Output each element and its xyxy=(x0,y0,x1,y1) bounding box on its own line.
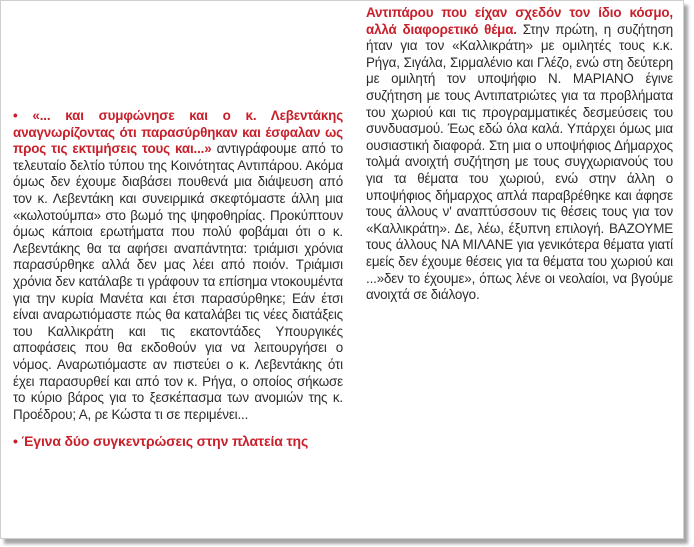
bullet-marker: • xyxy=(13,433,18,450)
gap xyxy=(13,423,343,433)
continued-highlight: Αντιπάρου που είχαν σχεδόν τον ίδιο κόσμο, αλλά διαφορετικό θέμα. xyxy=(366,5,673,37)
left-column xyxy=(13,1,343,450)
right-column xyxy=(366,5,673,304)
top-spacer xyxy=(13,1,343,108)
continued-paragraph xyxy=(366,5,673,304)
continued-body: Στην πρώτη, η συζήτηση ήταν για τον «Καλλικράτη» με ομιλητές τους κ.κ. Ρήγα, Σιγάλα, Σιρμαλένιο και Γλέζο, ενώ στη δεύτερη με ομιλητή τον υποψήφιο Ν. ΜΑΡΙΑΝΟ έγινε συζήτηση με τους Αντιπατριώτες για τα προβλήματα του χωριού και τις προγραμματικές δεσμεύσεις του συνδυασμού. Έως εδώ όλα καλά. Υπάρχει όμως μια ουσιαστική διαφορά. Στη μια ο υποψήφιος Δήμαρχος τολμά ανοιχτή συζήτηση με τους συγχωριανούς του για τα θέματα του χωριού, ενώ στην άλλη ο υποψήφιος δήμαρχος απλά παραβρέθηκε και άφησε τους άλλους ν' αναπτύσσουν τις θέσεις τους για τον «Καλλικράτη». Δε, λέω, έξυπνη επιλογή. ΒΑΖΟΥΜΕ τους άλλους ΝΑ ΜΙΛΑΝΕ για γενικότερα θέματα γιατί εμείς δεν έχουμε θέσεις για τα θέματα του χωριού και ...»δεν το έχουμε», όπως λένε οι νεολαίοι, να βγούμε ανοιχτά σε διάλογο. xyxy=(366,21,673,303)
bullet1-highlight: «... και συμφώνησε και ο κ. Λεβεντάκης αναγνωρίζοντας ότι παρασύρθηκαν και έσφαλαν ως προς τις εκτιμήσεις τους και...» xyxy=(13,108,344,157)
bullet2-highlight: Έγινα δύο συγκεντρώσεις στην πλατεία της xyxy=(21,433,309,450)
bullet-marker: • xyxy=(13,108,18,123)
bullet-paragraph-1 xyxy=(13,108,343,423)
column-divider xyxy=(351,7,352,537)
bullet1-body: αντιγράφουμε από το τελευταίο δελτίο τύπου της Κοινότητας Αντιπάρου. Ακόμα όμως δεν έχουμε διαβάσει πουθενά μια διάψευση από τον κ. Λεβεντάκη και συνειρμικά σκεφτόμαστε άλλη μια «κωλοτούμπα» στο βωμό της ψηφοθηρίας. Προκύπτουν όμως κάποια ερωτήματα που πολύ φοβάμαι ότι ο κ. Λεβεντάκης θα τα αφήσει αναπάντητα: τριάμισι χρόνια παρασύρθηκε αλλά δεν μας λέει από ποιόν. Τριάμισι χρόνια δεν κατάλαβε τι γράφουν τα επίσημα ντοκουμέντα για την κυρία Μανέτα και έτσι παρασύρθηκε; Εάν έτσι είναι αναρωτιόμαστε πώς θα καταλάβει τις νέες διατάξεις του Καλλικράτη και τις εκατοντάδες Υπουργικές αποφάσεις που θα εκδοθούν για να λειτουργήσει ο νόμος. Αναρωτιόμαστε αν πιστεύει ο κ. Λεβεντάκης ότι έχει παρασυρθεί και από τον κ. Ρήγα, ο οποίος σήκωσε το κύριο βάρος για το ξεσκέπασμα των ανομιών της κ. Προέδρου; Α, ρε Κώστα τι σε περιμένει... xyxy=(13,141,344,422)
bullet-paragraph-2 xyxy=(13,433,343,450)
